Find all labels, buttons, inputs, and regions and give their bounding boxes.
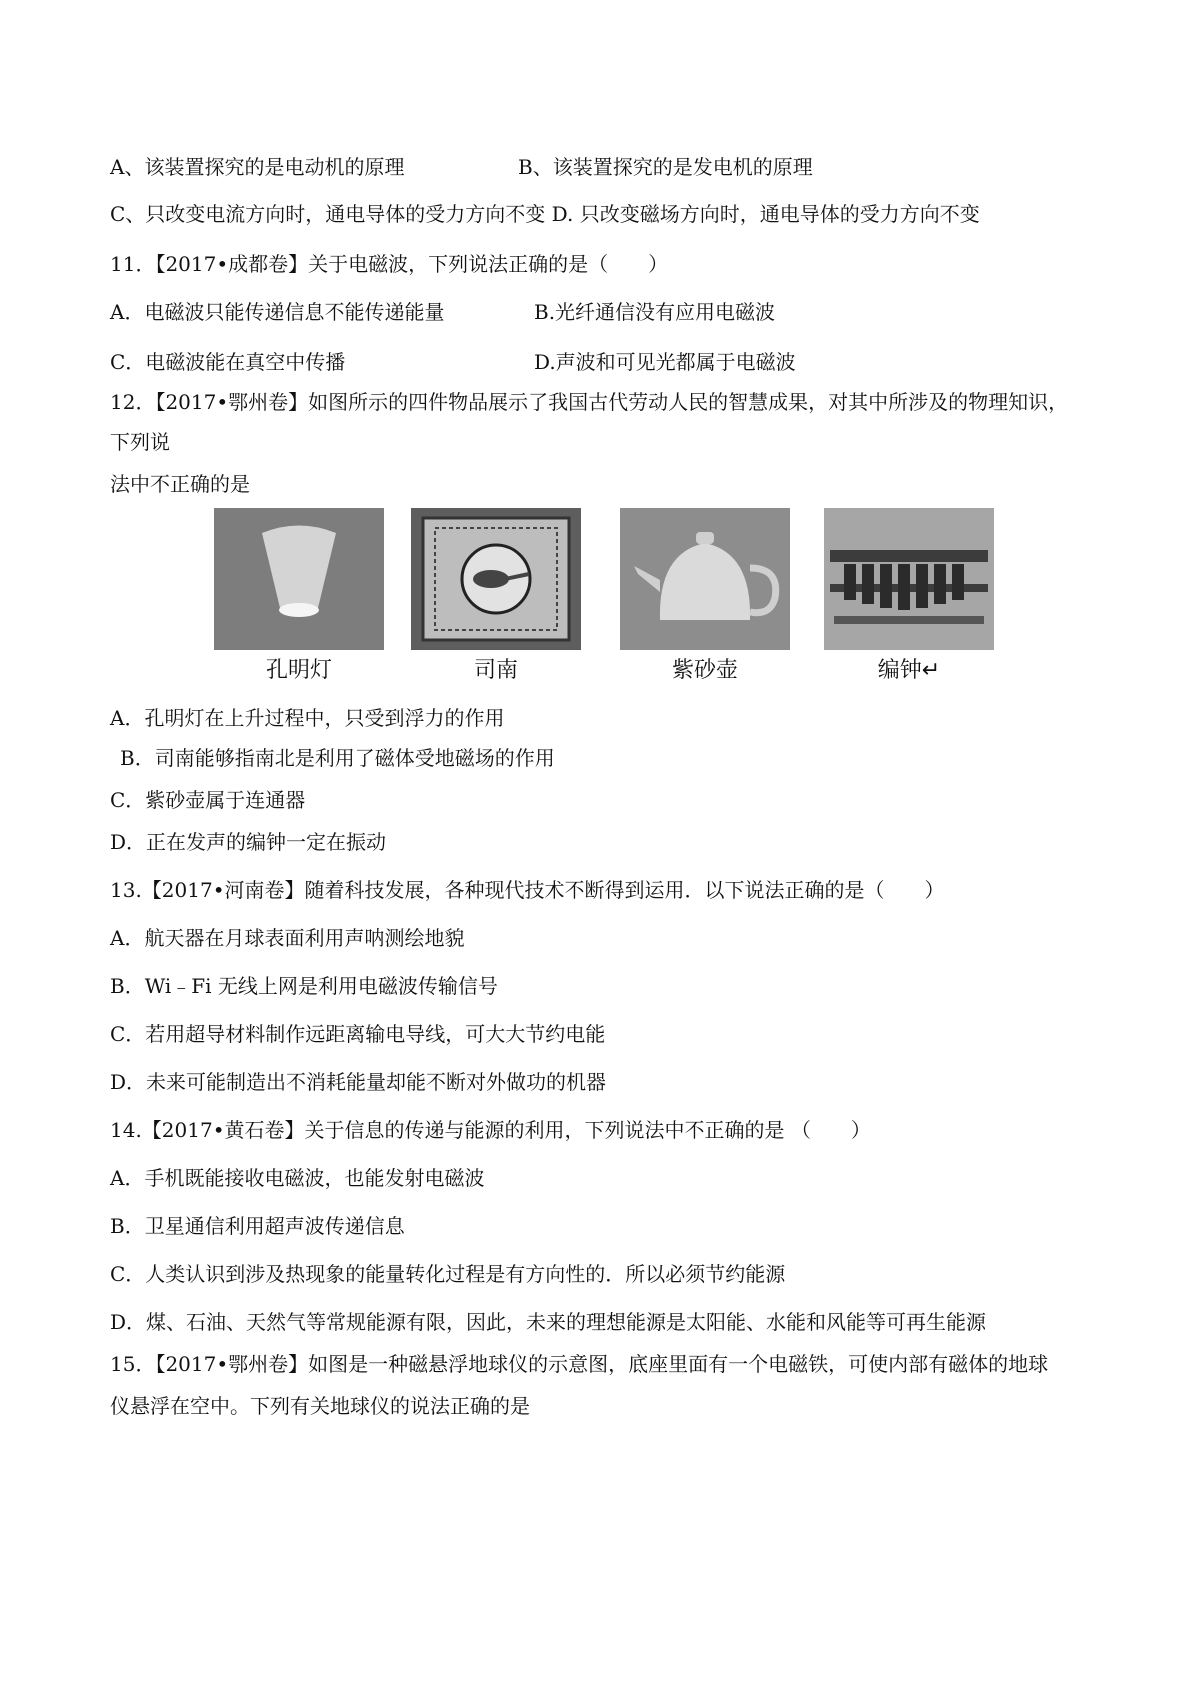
q11-option-b: B.光纤通信没有应用电磁波 (534, 300, 776, 324)
sky-lantern-icon (214, 508, 384, 650)
q14-option-b: B．卫星通信利用超声波传递信息 (110, 1214, 405, 1238)
figure-sky-lantern (214, 508, 384, 683)
q12-figure-row (214, 508, 994, 698)
q14-option-a: A．手机既能接收电磁波，也能发射电磁波 (110, 1166, 485, 1190)
q13-option-d: D．未来可能制造出不消耗能量却能不断对外做功的机器 (110, 1070, 607, 1094)
q13-option-a: A．航天器在月球表面利用声呐测绘地貌 (110, 926, 465, 950)
q14-stem: 14.【2017•黄石卷】关于信息的传递与能源的利用，下列说法中不正确的是 （ ） (110, 1118, 871, 1142)
q12-stem-line1: 12．【2017•鄂州卷】如图所示的四件物品展示了我国古代劳动人民的智慧成果，对其中所涉及的物理知识， (110, 390, 1069, 414)
figure-caption: 司南 (473, 658, 518, 683)
q12-option-b: B．司南能够指南北是利用了磁体受地磁场的作用 (120, 746, 555, 770)
chime-bells-icon (824, 508, 994, 650)
figure-caption: 孔明灯 (265, 658, 332, 683)
q13-option-b: B．Wi﹣Fi 无线上网是利用电磁波传输信号 (110, 974, 498, 998)
q13-option-c: C．若用超导材料制作远距离输电导线，可大大节约电能 (110, 1022, 606, 1046)
q10-option-c-d: C、只改变电流方向时，通电导体的受力方向不变 D. 只改变磁场方向时，通电导体的受力方向不变 (110, 202, 980, 226)
q10-option-b: B、该装置探究的是发电机的原理 (518, 155, 813, 179)
q12-option-c: C．紫砂壶属于连通器 (110, 788, 306, 812)
figure-chime-bells (824, 508, 994, 683)
q13-stem: 13.【2017•河南卷】随着科技发展，各种现代技术不断得到运用．以下说法正确的是（ ） (110, 878, 945, 902)
q10-option-a: A、该装置探究的是电动机的原理 (110, 155, 405, 179)
q12-option-d: D．正在发声的编钟一定在振动 (110, 830, 387, 854)
q11-option-a: A．电磁波只能传递信息不能传递能量 (110, 300, 445, 324)
clay-teapot-icon (620, 508, 790, 650)
q12-option-a: A．孔明灯在上升过程中，只受到浮力的作用 (110, 706, 505, 730)
q11-stem: 11．【2017•成都卷】关于电磁波，下列说法正确的是（ ） (110, 252, 669, 276)
q12-stem-line2: 下列说 (110, 430, 170, 454)
q14-option-c: C．人类认识到涉及热现象的能量转化过程是有方向性的．所以必须节约能源 (110, 1262, 786, 1286)
figure-clay-teapot (620, 508, 790, 683)
q12-stem-line3: 法中不正确的是 (110, 472, 250, 496)
figure-south-pointer (411, 508, 581, 683)
q15-stem-line1: 15．【2017•鄂州卷】如图是一种磁悬浮地球仪的示意图，底座里面有一个电磁铁，可使内部有磁体的地球 (110, 1352, 1049, 1376)
q15-stem-line2: 仪悬浮在空中。下列有关地球仪的说法正确的是 (110, 1394, 530, 1418)
q11-option-c: C．电磁波能在真空中传播 (110, 350, 346, 374)
q11-option-d: D.声波和可见光都属于电磁波 (534, 350, 796, 374)
south-pointing-spoon-icon (411, 508, 581, 650)
q14-option-d: D．煤、石油、天然气等常规能源有限，因此，未来的理想能源是太阳能、水能和风能等可再生能源 (110, 1310, 987, 1334)
figure-caption: 紫砂壶 (671, 658, 738, 683)
figure-caption: 编钟↵ (877, 658, 941, 683)
